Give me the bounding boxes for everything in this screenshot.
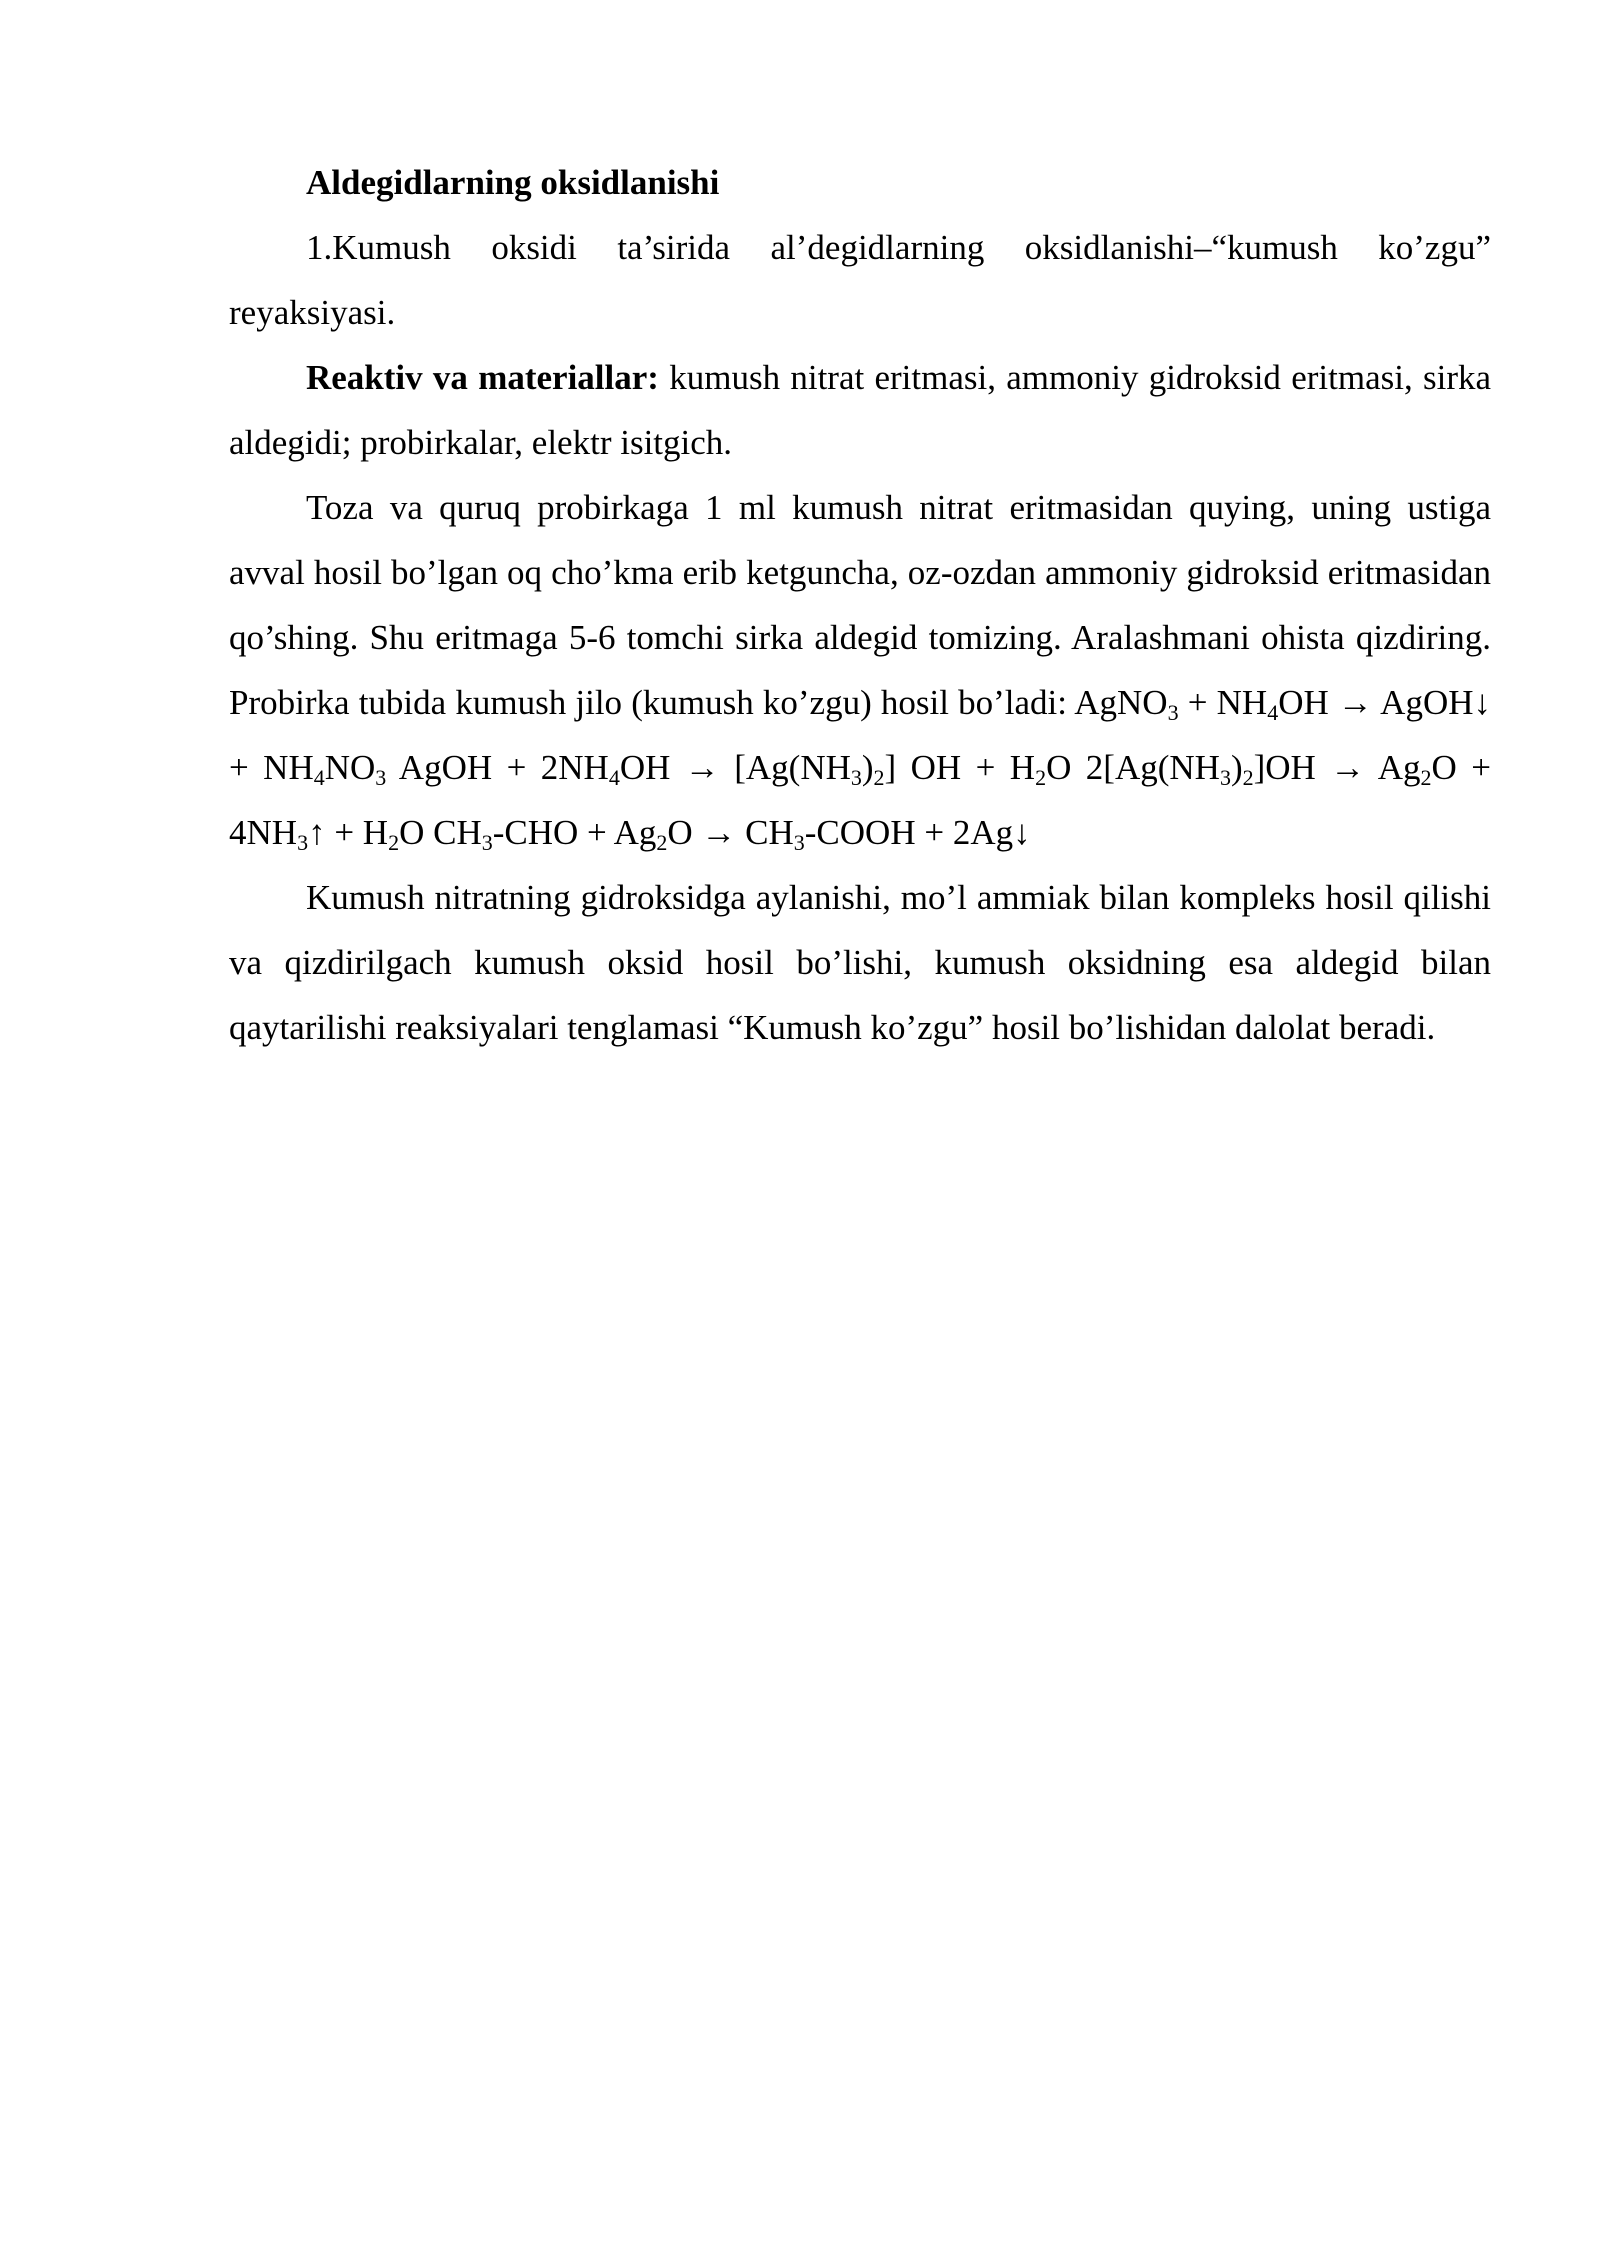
section-title: 1.Kumush oksidi ta’sirida al’degidlarning oksidlanishi–“kumush ko’zgu” reyaksiyasi. <box>229 228 1491 332</box>
reagents-label: Reaktiv va materiallar: <box>306 358 659 397</box>
procedure-paragraph <box>229 475 1491 865</box>
reaction-equations: AgNO$_3$ + $NH_4OH$ → AgOH↓ + $NH_4NO_3$ AgOH + $2NH_4OH \to [Ag(NH_3)_2]$ OH + $H_2O$ $2[Ag(NH_3)_2]OH \to Ag_2O$ + $4NH_3↑ + H_2O$ $CH_3$-CHO + $Ag_2O$ → $CH_3$-COOH + 2Ag↓ <box>229 683 1492 855</box>
document-heading: Aldegidlarning oksidlanishi <box>306 163 720 202</box>
document-page <box>229 150 1491 1060</box>
reagents-paragraph <box>229 345 1491 475</box>
procedure-text: Toza va quruq probirkaga 1 ml kumush nitrat eritmasidan quying, uning ustiga avval hosil bo’lgan oq cho’kma erib ketguncha, oz-ozdan ammoniy gidroksid eritmasidan qo’shing. Shu eritmaga 5-6 tomchi sirka aldegid tomizing. Aralashmani ohista qizdiring. Probirka tubida kumush jilo (kumush ko’zgu) hosil bo’ladi: <box>229 488 1491 722</box>
conclusion-paragraph: Kumush nitratning gidroksidga aylanishi, mo’l ammiak bilan kompleks hosil qilishi va qizdirilgach kumush oksid hosil bo’lishi, kumush oksidning esa aldegid bilan qaytarilishi reaksiyalari tenglamasi “Kumush ko’zgu” hosil bo’lishidan dalolat beradi. <box>229 878 1491 1047</box>
reagents-text: kumush nitrat eritmasi, ammoniy gidroksid eritmasi, sirka aldegidi; probirkalar, elektr isitgich. <box>229 358 1492 462</box>
